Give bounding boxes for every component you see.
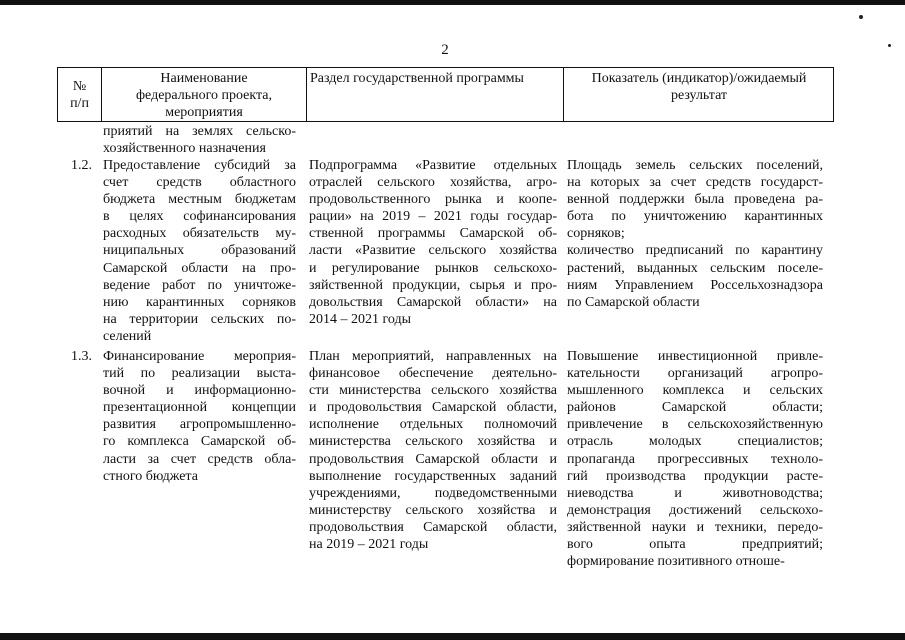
text-line: Повышение инвестиционной привле- (567, 349, 823, 364)
text-line: Предоставление субсидий за (103, 158, 296, 173)
text-line: на территории сельских по- (103, 311, 296, 327)
header-line: № (72, 79, 87, 94)
row-name (103, 348, 296, 485)
text-line: на которых за счет средств государст- (567, 175, 823, 191)
text-line: количество предписаний по карантину (567, 243, 823, 259)
row-section (309, 348, 557, 553)
scan-speck (888, 44, 891, 47)
text-line: тий по реализации выста- (103, 366, 296, 382)
table-header (57, 67, 834, 122)
text-line: исполнение отдельных полномочий (309, 417, 557, 433)
text-line: мышленного комплекса и сельских (567, 383, 823, 399)
text-line: Финансирование мероприя- (103, 349, 296, 364)
column-divider (306, 68, 307, 121)
text-line: венной поддержки была проведена ра- (567, 192, 823, 208)
text-line: бота по уничтожению карантинных (567, 209, 823, 225)
text-line: презентационной концепции (103, 400, 296, 416)
row-indicator (567, 348, 823, 570)
text-line: отраслей сельского хозяйства, агро- (309, 175, 557, 191)
text-line: ниям Управлением Россельхознадзора (567, 277, 823, 293)
header-indicator (564, 70, 834, 104)
row-indicator (567, 157, 823, 311)
text-line: стного бюджета (103, 468, 198, 484)
header-line: Наименование (160, 71, 248, 86)
text-line: ведение работ по уничтоже- (103, 277, 296, 293)
row-number: 1.2. (71, 158, 92, 173)
text-line: растений, выданных сельским поселе- (567, 260, 823, 276)
scan-edge-bottom (0, 633, 905, 640)
text-line: кательности организаций агропро- (567, 366, 823, 382)
text-line: зяйственной продукции, сырья и про- (309, 277, 557, 293)
text-line: Самарской области на про- (103, 260, 296, 276)
text-line: приятий на землях сельско- (103, 124, 296, 139)
text-line: министерству сельского хозяйства и (309, 502, 557, 518)
text-line: ственной программы Самарской об- (309, 226, 557, 242)
header-line: федерального проекта, (135, 88, 273, 103)
header-number (58, 78, 101, 112)
text-line: отрасль молодых специалистов; (567, 434, 823, 450)
text-line: хозяйственного назначения (103, 141, 266, 157)
text-line: формирование позитивного отноше- (567, 554, 785, 570)
text-line: Площадь земель сельских поселений, (567, 158, 823, 173)
text-line: и продовольствия Самарской области, (309, 400, 557, 416)
text-line: рации» на 2019 – 2021 годы государ- (309, 209, 557, 225)
text-line: развития агропромышленно- (103, 417, 296, 433)
text-line: План мероприятий, направленных на (309, 349, 557, 364)
header-section (310, 70, 562, 87)
header-line: Раздел государственной программы (310, 71, 524, 86)
text-line: и регулирование рынков сельскохо- (309, 260, 557, 276)
continuation-text (103, 123, 296, 157)
text-line: учреждениями, подведомственными (309, 485, 557, 501)
text-line: финансовое обеспечение деятельно- (309, 366, 557, 382)
text-line: продовольствия Самарской области, (309, 519, 557, 535)
text-line: сти министерства сельского хозяйства (309, 383, 557, 399)
text-line: демонстрация достижений сельскохо- (567, 502, 823, 518)
text-line: счет средств областного (103, 175, 296, 191)
text-line: в целях софинансирования (103, 209, 296, 225)
header-line: п/п (70, 96, 89, 111)
header-line: Показатель (индикатор)/ожидаемый (591, 71, 807, 86)
text-line: ниципальных образований (103, 243, 296, 259)
text-line: нию карантинных сорняков (103, 294, 296, 310)
text-line: зяйственной науки и техники, передо- (567, 519, 823, 535)
text-line: пропаганда прогрессивных техноло- (567, 451, 823, 467)
text-line: довольствия Самарской области» на (309, 294, 557, 310)
text-line: выполнение государственных заданий (309, 468, 557, 484)
row-name (103, 157, 296, 345)
text-line: министерства сельского хозяйства и (309, 434, 557, 450)
text-line: ниеводства и животноводства; (567, 485, 823, 501)
text-line: на 2019 – 2021 годы (309, 537, 429, 553)
scan-edge-top (0, 0, 905, 5)
row-number: 1.3. (71, 349, 92, 364)
text-line: Подпрограмма «Развитие отдельных (309, 158, 557, 173)
text-line: 2014 – 2021 годы (309, 311, 412, 327)
text-line: бюджета местным бюджетам (103, 192, 296, 208)
header-name (102, 70, 306, 121)
scan-speck (859, 15, 863, 19)
text-line: селений (103, 328, 152, 344)
text-line: ласти «Развитие сельского хозяйства (309, 243, 557, 259)
text-line: сорняков; (567, 226, 625, 242)
text-line: ласти за счет средств обла- (103, 451, 296, 467)
text-line: продовольствия Самарской области и (309, 451, 557, 467)
text-line: привлечение в сельскохозяйственную (567, 417, 823, 433)
text-line: вочной и информационно- (103, 383, 296, 399)
header-line: результат (670, 88, 728, 103)
text-line: по Самарской области (567, 294, 700, 310)
row-section (309, 157, 557, 328)
text-line: вого опыта предприятий; (567, 537, 823, 553)
text-line: гий производства продукции расте- (567, 468, 823, 484)
text-line: го комплекса Самарской об- (103, 434, 296, 450)
text-line: районов Самарской области; (567, 400, 823, 416)
text-line: продовольственного рынка и коопе- (309, 192, 557, 208)
header-line: мероприятия (165, 105, 243, 120)
page-number: 2 (441, 42, 449, 58)
text-line: расходных обязательств му- (103, 226, 296, 242)
